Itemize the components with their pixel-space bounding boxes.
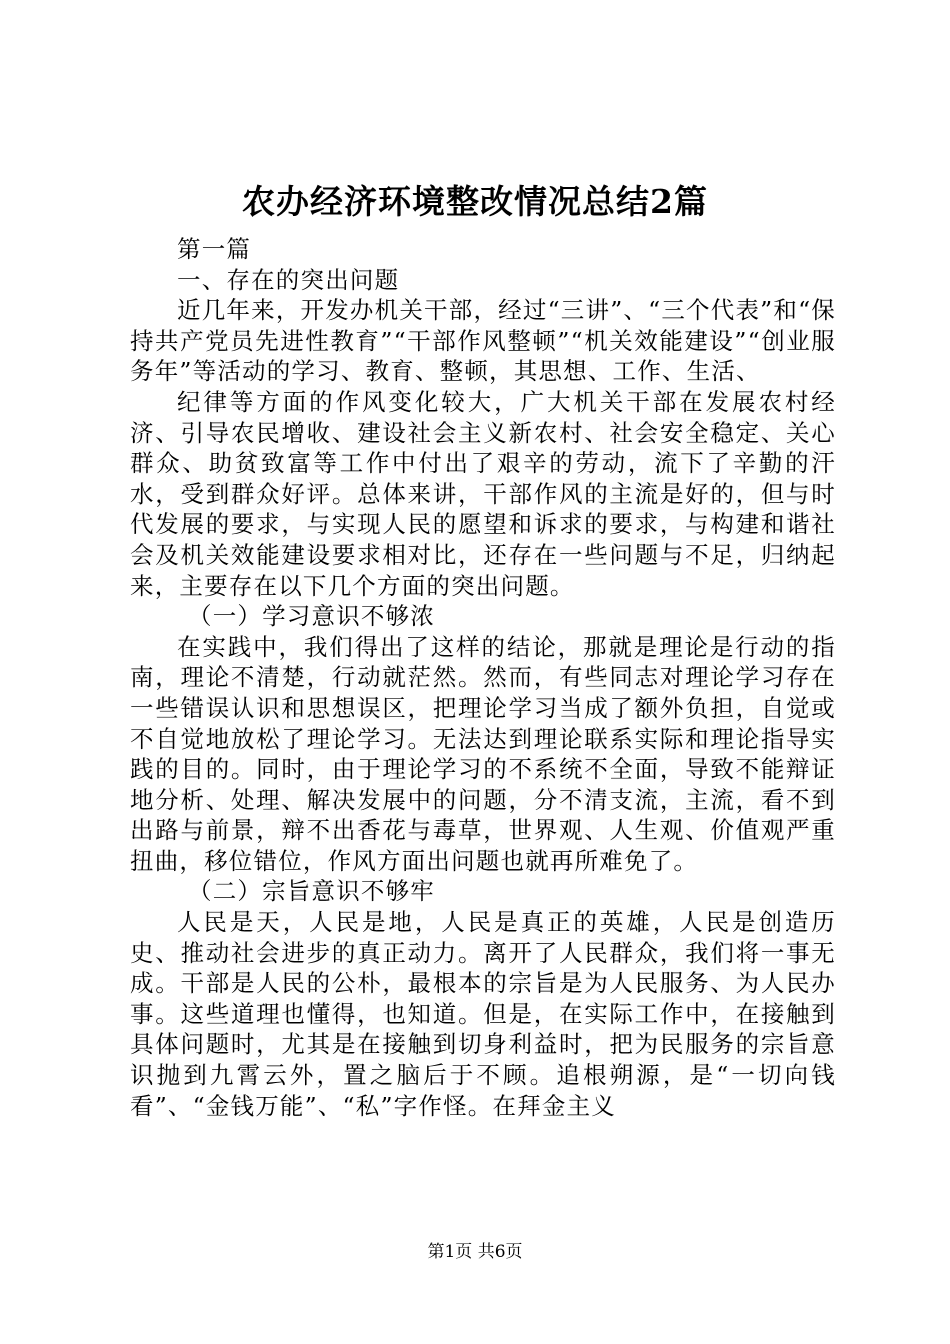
sub-heading-2: （二）宗旨意识不够牢 [188, 877, 435, 906]
paragraph-2: 纪律等方面的作风变化较大，广大机关干部在发展农村经济、引导农民增收、建设社会主义新农村、社会安全稳定、关心群众、助贫致富等工作中付出了艰辛的劳动，流下了辛勤的汗水，受到群众好评。总体来讲，干部作风的主流是好的，但与时代发展的要求，与实现人民的愿望和诉求的要求，与构建和谐社会及机关效能建设要求相对比，还存在一些问题与不足，归纳起来，主要存在以下几个方面的突出问题。 [130, 387, 836, 600]
heading-1: 一、存在的突出问题 [177, 265, 400, 294]
section-label: 第一篇 [177, 235, 252, 263]
paragraph-3: 在实践中，我们得出了这样的结论，那就是理论是行动的指南，理论不清楚，行动就茫然。然而，有些同志对理论学习存在一些错误认识和思想误区，把理论学习当成了额外负担，自觉或不自觉地放松了理论学习。无法达到理论联系实际和理论指导实践的目的。同时，由于理论学习的不系统不全面，导致不能辩证地分析、处理、解决发展中的问题，分不清支流，主流，看不到出路与前景，辩不出香花与毒草，世界观、人生观、价值观严重扭曲，移位错位，作风方面出问题也就再所难免了。 [130, 632, 836, 875]
page-footer: 第1页 共6页 [427, 1242, 523, 1262]
paragraph-1: 近几年来，开发办机关干部，经过“三讲”、“三个代表”和“保持共产党员先进性教育”“干部作风整顿”“机关效能建设”“创业服务年”等活动的学习、教育、整顿，其思想、工作、生活、 [130, 296, 836, 386]
paragraph-4: 人民是天，人民是地，人民是真正的英雄，人民是创造历史、推动社会进步的真正动力。离开了人民群众，我们将一事无成。干部是人民的公朴，最根本的宗旨是为人民服务、为人民办事。这些道理也懂得，也知道。但是，在实际工作中，在接触到具体问题时，尤其是在接触到切身利益时，把为民服务的宗旨意识抛到九霄云外，置之脑后于不顾。追根朔源，是“一切向钱看”、“金钱万能”、“私”字作怪。在拜金主义 [130, 908, 836, 1120]
document-title: 农办经济环境整改情况总结2篇 [242, 182, 708, 221]
document-body [130, 234, 836, 1121]
sub-heading-1: （一）学习意识不够浓 [188, 602, 435, 631]
